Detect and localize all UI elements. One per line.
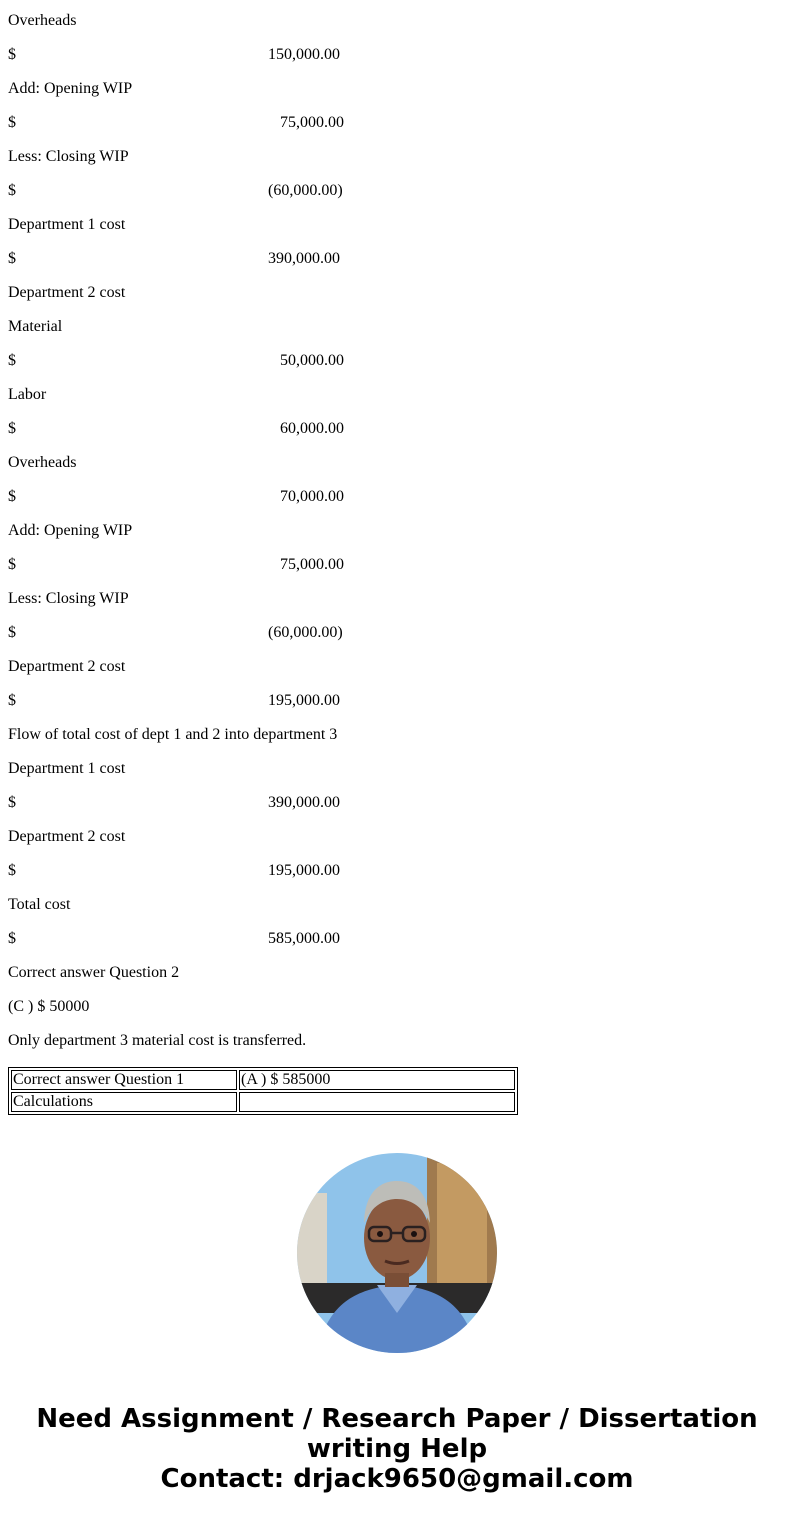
row-amount: 70,000.00 bbox=[280, 488, 344, 505]
row-currency: $ bbox=[8, 862, 16, 879]
row-currency: $ bbox=[8, 352, 16, 369]
row-label: Department 1 cost bbox=[8, 760, 126, 777]
row-label: Add: Opening WIP bbox=[8, 522, 133, 539]
row-amount: 75,000.00 bbox=[280, 556, 344, 573]
promo-line: Need Assignment / Research Paper / Dissertation bbox=[36, 1404, 758, 1434]
row-label: Department 2 cost bbox=[8, 828, 126, 845]
question2-note: Only department 3 material cost is transferred. bbox=[8, 1032, 307, 1049]
table-row bbox=[11, 1070, 515, 1090]
person-avatar-icon bbox=[297, 1153, 497, 1353]
row-label: Less: Closing WIP bbox=[8, 148, 129, 165]
row-amount: 585,000.00 bbox=[268, 930, 340, 947]
section-heading: Flow of total cost of dept 1 and 2 into department 3 bbox=[8, 726, 338, 743]
table-cell: (A ) $ 585000 bbox=[239, 1070, 515, 1090]
row-label: Labor bbox=[8, 386, 47, 403]
row-label: Add: Opening WIP bbox=[8, 80, 133, 97]
row-currency: $ bbox=[8, 692, 16, 709]
row-label: Material bbox=[8, 318, 63, 335]
promo-line: writing Help bbox=[306, 1434, 488, 1464]
row-amount: 390,000.00 bbox=[268, 794, 340, 811]
avatar-illustration bbox=[297, 1153, 497, 1353]
row-amount: 60,000.00 bbox=[280, 420, 344, 437]
row-label: Overheads bbox=[8, 454, 77, 471]
row-currency: $ bbox=[8, 250, 16, 267]
row-amount: (60,000.00) bbox=[268, 182, 343, 199]
row-label: Department 2 cost bbox=[8, 658, 126, 675]
row-currency: $ bbox=[8, 182, 16, 199]
row-currency: $ bbox=[8, 114, 16, 131]
row-amount: 195,000.00 bbox=[268, 692, 340, 709]
row-label: Less: Closing WIP bbox=[8, 590, 129, 607]
question2-answer: (C ) $ 50000 bbox=[8, 998, 90, 1015]
row-label: Total cost bbox=[8, 896, 71, 913]
row-currency: $ bbox=[8, 624, 16, 641]
section-heading: Department 2 cost bbox=[8, 284, 126, 301]
answer-table bbox=[8, 1067, 518, 1115]
table-row bbox=[11, 1092, 515, 1112]
row-currency: $ bbox=[8, 794, 16, 811]
table-cell: Calculations bbox=[11, 1092, 237, 1112]
promo-contact: Contact: drjack9650@gmail.com bbox=[160, 1464, 634, 1494]
table-cell bbox=[239, 1092, 515, 1112]
row-currency: $ bbox=[8, 46, 16, 63]
row-amount: (60,000.00) bbox=[268, 624, 343, 641]
row-amount: 195,000.00 bbox=[268, 862, 340, 879]
row-currency: $ bbox=[8, 556, 16, 573]
promo-banner bbox=[0, 1404, 794, 1494]
row-currency: $ bbox=[8, 930, 16, 947]
row-amount: 50,000.00 bbox=[280, 352, 344, 369]
row-currency: $ bbox=[8, 420, 16, 437]
row-currency: $ bbox=[8, 488, 16, 505]
table-cell: Correct answer Question 1 bbox=[11, 1070, 237, 1090]
row-amount: 150,000.00 bbox=[268, 46, 340, 63]
row-label: Department 1 cost bbox=[8, 216, 126, 233]
row-amount: 75,000.00 bbox=[280, 114, 344, 131]
row-label: Overheads bbox=[8, 12, 77, 29]
row-amount: 390,000.00 bbox=[268, 250, 340, 267]
question2-heading: Correct answer Question 2 bbox=[8, 964, 180, 981]
